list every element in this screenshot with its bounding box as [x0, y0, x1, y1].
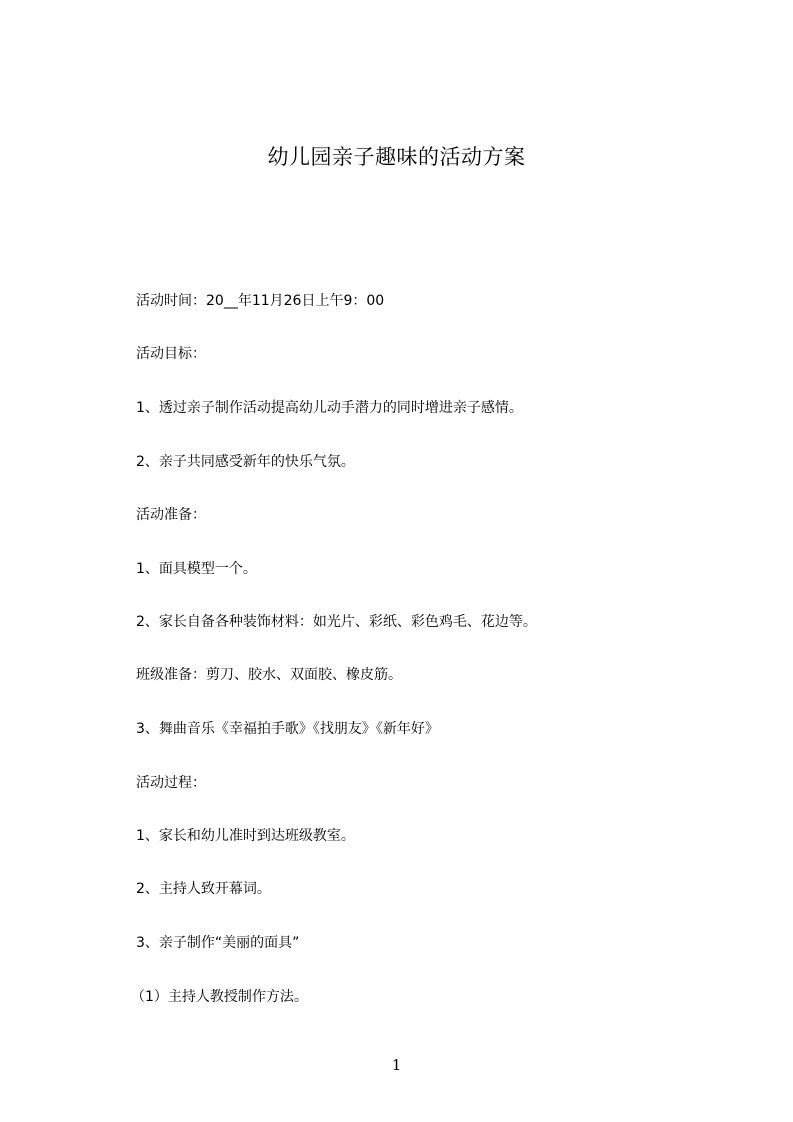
- activity-time-line: 活动时间：20__年11月26日上午9：00: [136, 293, 385, 309]
- process-item-3: 3、亲子制作“美丽的面具”: [136, 935, 300, 951]
- document-title: 幼儿园亲子趣味的活动方案: [267, 145, 526, 169]
- activity-preparation-heading: 活动准备：: [136, 507, 206, 523]
- preparation-item-1: 1、面具模型一个。: [136, 561, 257, 577]
- process-item-2: 2、主持人致开幕词。: [136, 881, 271, 897]
- preparation-item-2: 2、家长自备各种装饰材料：如光片、彩纸、彩色鸡毛、花边等。: [136, 614, 537, 630]
- page-number: 1: [391, 1056, 402, 1074]
- goal-item-1: 1、透过亲子制作活动提高幼儿动手潜力的同时增进亲子感情。: [136, 400, 523, 416]
- process-subitem-1: （1）主持人教授制作方法。: [131, 989, 308, 1005]
- process-item-1: 1、家长和幼儿准时到达班级教室。: [136, 828, 355, 844]
- preparation-item-3: 3、舞曲音乐《幸福拍手歌》《找朋友》《新年好》: [136, 721, 439, 737]
- activity-goals-heading: 活动目标：: [136, 346, 206, 362]
- goal-item-2: 2、亲子共同感受新年的快乐气氛。: [136, 454, 355, 470]
- activity-process-heading: 活动过程：: [136, 775, 206, 791]
- class-preparation-line: 班级准备：剪刀、胶水、双面胶、橡皮筋。: [136, 667, 402, 683]
